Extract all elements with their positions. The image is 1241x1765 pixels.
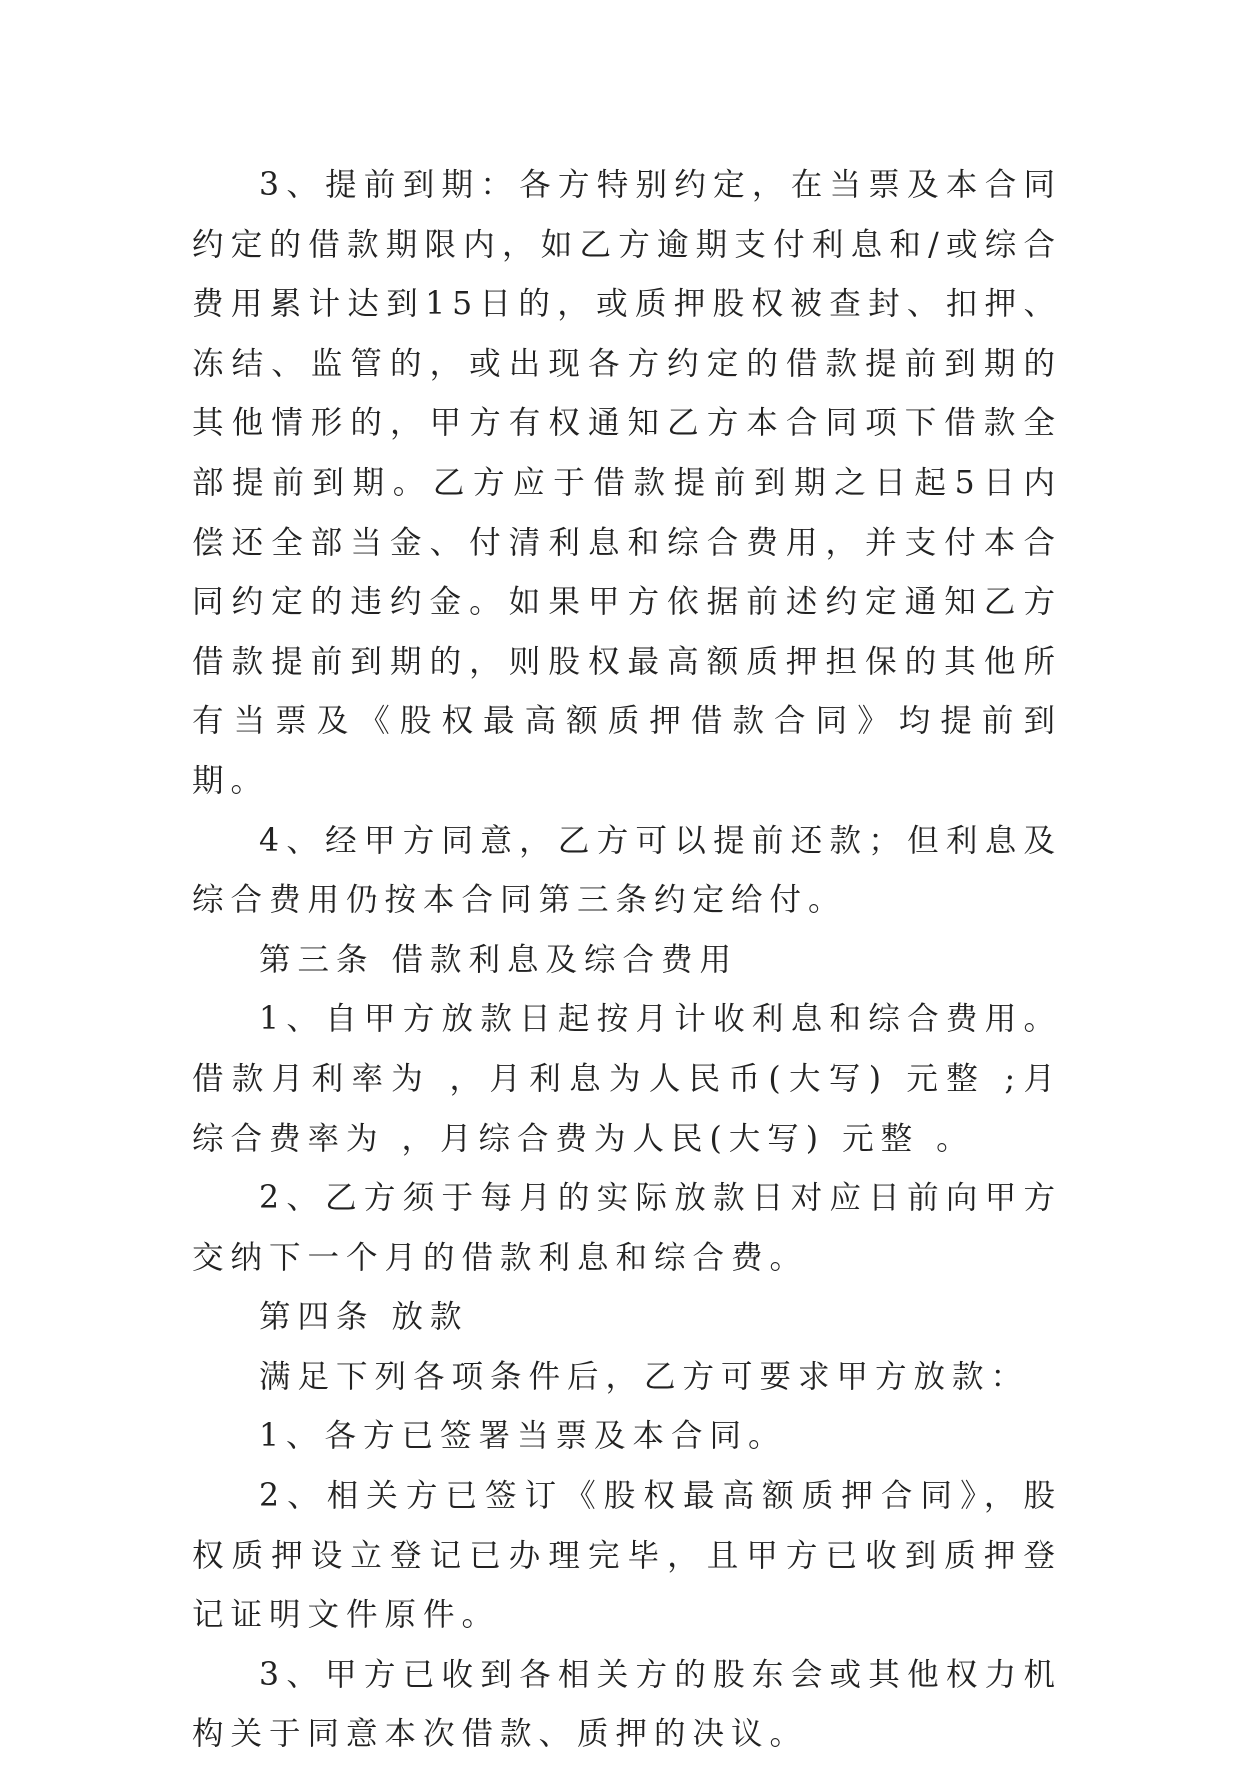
paragraph-condition-three: 3、甲方已收到各相关方的股东会或其他权力机构关于同意本次借款、质押的决议。 bbox=[192, 1656, 1062, 1753]
paragraph-monthly-payment: 2、乙方须于每月的实际放款日对应日前向甲方交纳下一个月的借款利息和综合费。 bbox=[192, 1180, 1062, 1276]
article-four-heading: 第四条 放款 bbox=[259, 1299, 469, 1336]
article-three-heading: 第三条 借款利息及综合费用 bbox=[259, 941, 739, 978]
paragraph-condition-one: 1、各方已签署当票及本合同。 bbox=[259, 1418, 787, 1455]
paragraph-interest-rate: 1、自甲方放款日起按月计收利息和综合费用。借款月利率为 ，月利息为人民币(大写) 元整 ;月综合费率为 ，月综合费为人民(大写) 元整 。 bbox=[192, 1001, 1062, 1157]
paragraph-early-maturity: 3、提前到期：各方特别约定，在当票及本合同约定的借款期限内，如乙方逾期支付利息和/或综合费用累计达到15日的，或质押股权被查封、扣押、冻结、监管的，或出现各方约定的借款提前到期的其他情形的，甲方有权通知乙方本合同项下借款全部提前到期。乙方应于借款提前到期之日起5日内偿还全部当金、付清利息和综合费用，并支付本合同约定的违约金。如果甲方依据前述约定通知乙方借款提前到期的，则股权最高额质押担保的其他所有当票及《股权最高额质押借款合同》均提前到期。 bbox=[192, 167, 1062, 799]
document-body bbox=[192, 156, 1062, 1765]
paragraph-early-repayment: 4、经甲方同意，乙方可以提前还款；但利息及综合费用仍按本合同第三条约定给付。 bbox=[192, 822, 1062, 919]
paragraph-loan-conditions-intro: 满足下列各项条件后，乙方可要求甲方放款： bbox=[259, 1358, 1030, 1395]
paragraph-condition-two: 2、相关方已签订《股权最高额质押合同》，股权质押设立登记已办理完毕，且甲方已收到质押登记证明文件原件。 bbox=[192, 1478, 1062, 1634]
